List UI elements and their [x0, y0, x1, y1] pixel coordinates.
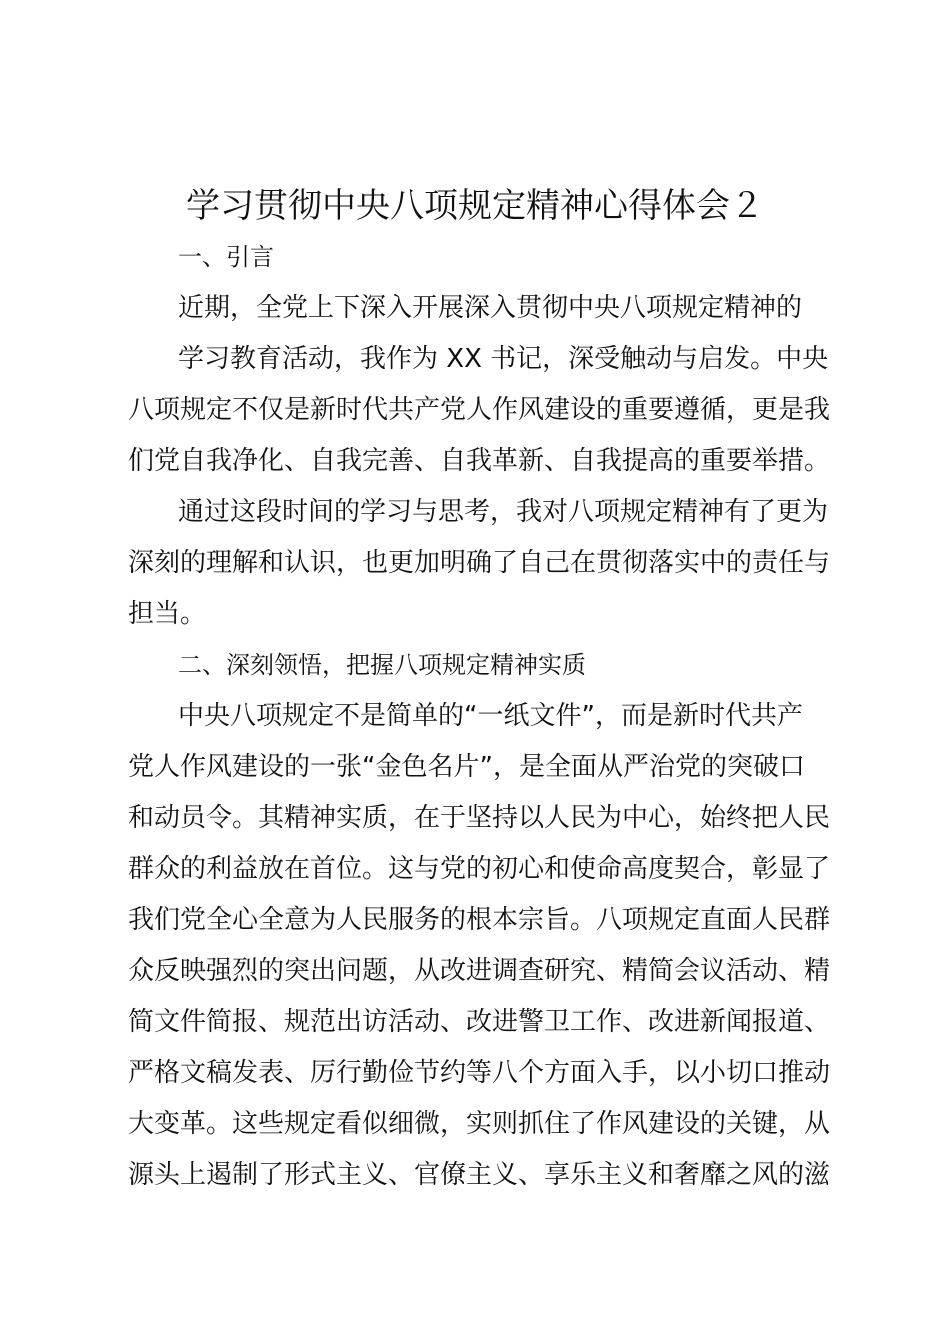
paragraph-line: 简文件简报、规范出访活动、改进警卫工作、改进新闻报道、 [128, 1007, 831, 1037]
paragraph-line: 学习教育活动，我作为 XX 书记，深受触动与启发。中央 [178, 344, 829, 374]
paragraph-line: 八项规定不仅是新时代共产党人作风建设的重要遵循，更是我 [128, 395, 831, 425]
section-heading-intro: 一、引言 [178, 243, 274, 271]
paragraph-line: 严格文稿发表、厉行勤俭节约等八个方面入手，以小切口推动 [128, 1058, 831, 1088]
paragraph-line: 众反映强烈的突出问题，从改进调查研究、精简会议活动、精 [128, 956, 831, 986]
document-body [128, 232, 832, 1201]
document-title: 学习贯彻中央八项规定精神心得体会２ [186, 186, 764, 226]
paragraph-line: 通过这段时间的学习与思考，我对八项规定精神有了更为 [178, 497, 829, 527]
section-heading-essence: 二、深刻领悟，把握八项规定精神实质 [178, 651, 586, 679]
paragraph-line: 群众的利益放在首位。这与党的初心和使命高度契合，彰显了 [128, 854, 831, 884]
paragraph-line: 中央八项规定不是简单的“一纸文件”，而是新时代共产 [178, 701, 803, 731]
paragraph-line: 们党自我净化、自我完善、自我革新、自我提高的重要举措。 [128, 446, 831, 476]
paragraph-line: 深刻的理解和认识，也更加明确了自己在贯彻落实中的责任与 [128, 548, 831, 578]
paragraph-line: 党人作风建设的一张“金色名片”，是全面从严治党的突破口 [128, 752, 805, 782]
paragraph-line: 近期，全党上下深入开展深入贯彻中央八项规定精神的 [178, 293, 803, 323]
paragraph-line: 担当。 [128, 599, 207, 629]
paragraph-line: 源头上遏制了形式主义、官僚主义、享乐主义和奢靡之风的滋 [128, 1160, 831, 1190]
paragraph-line: 我们党全心全意为人民服务的根本宗旨。八项规定直面人民群 [128, 905, 831, 935]
paragraph-line: 和动员令。其精神实质，在于坚持以人民为中心，始终把人民 [128, 803, 831, 833]
paragraph-line: 大变革。这些规定看似细微，实则抓住了作风建设的关键，从 [128, 1109, 831, 1139]
